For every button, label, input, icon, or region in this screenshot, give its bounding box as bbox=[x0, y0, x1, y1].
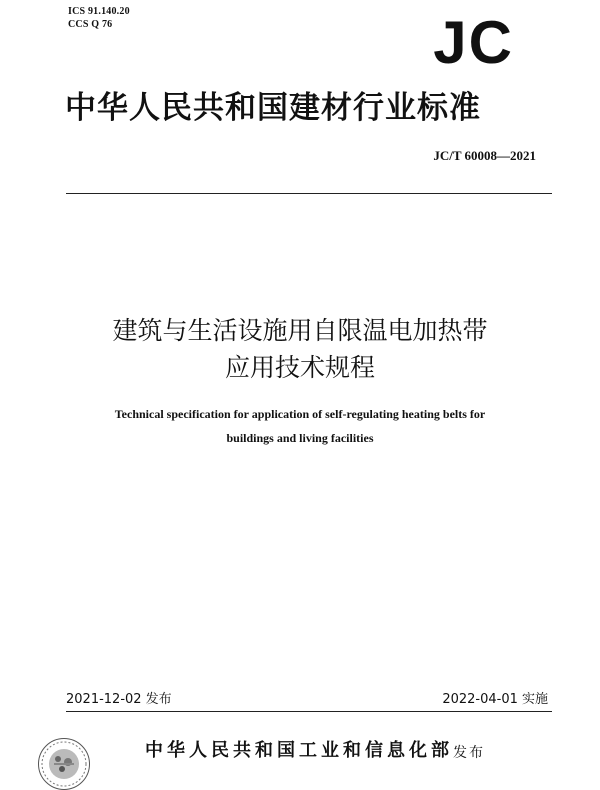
english-title-line-1: Technical specification for application of self-regulating heating belts for bbox=[114, 407, 486, 421]
standard-number: JC/T 60008—2021 bbox=[433, 148, 536, 163]
chinese-title-line-2: 应用技术规程 bbox=[224, 353, 375, 382]
chinese-title-line-1: 建筑与生活设施用自限温电加热带 bbox=[112, 316, 488, 345]
jc-standard-mark: JC bbox=[433, 9, 514, 76]
issue-date: 2021-12-02 发布 bbox=[66, 692, 172, 707]
implementation-date: 2022-04-01 实施 bbox=[442, 692, 548, 707]
ministry-seal-icon bbox=[38, 738, 90, 790]
organization-title: 中华人民共和国建材行业标准 bbox=[65, 90, 481, 126]
issuing-authority: 中华人民共和国工业和信息化部 bbox=[145, 740, 453, 761]
english-title bbox=[40, 402, 560, 450]
chinese-title bbox=[60, 312, 540, 386]
footer-divider bbox=[66, 711, 552, 712]
ics-code: ICS 91.140.20 bbox=[68, 6, 130, 17]
header-divider bbox=[66, 193, 552, 194]
english-title-line-2: buildings and living facilities bbox=[226, 431, 374, 445]
classification-codes bbox=[68, 5, 130, 31]
issued-label: 发布 bbox=[453, 745, 485, 761]
ccs-code: CCS Q 76 bbox=[68, 19, 113, 30]
